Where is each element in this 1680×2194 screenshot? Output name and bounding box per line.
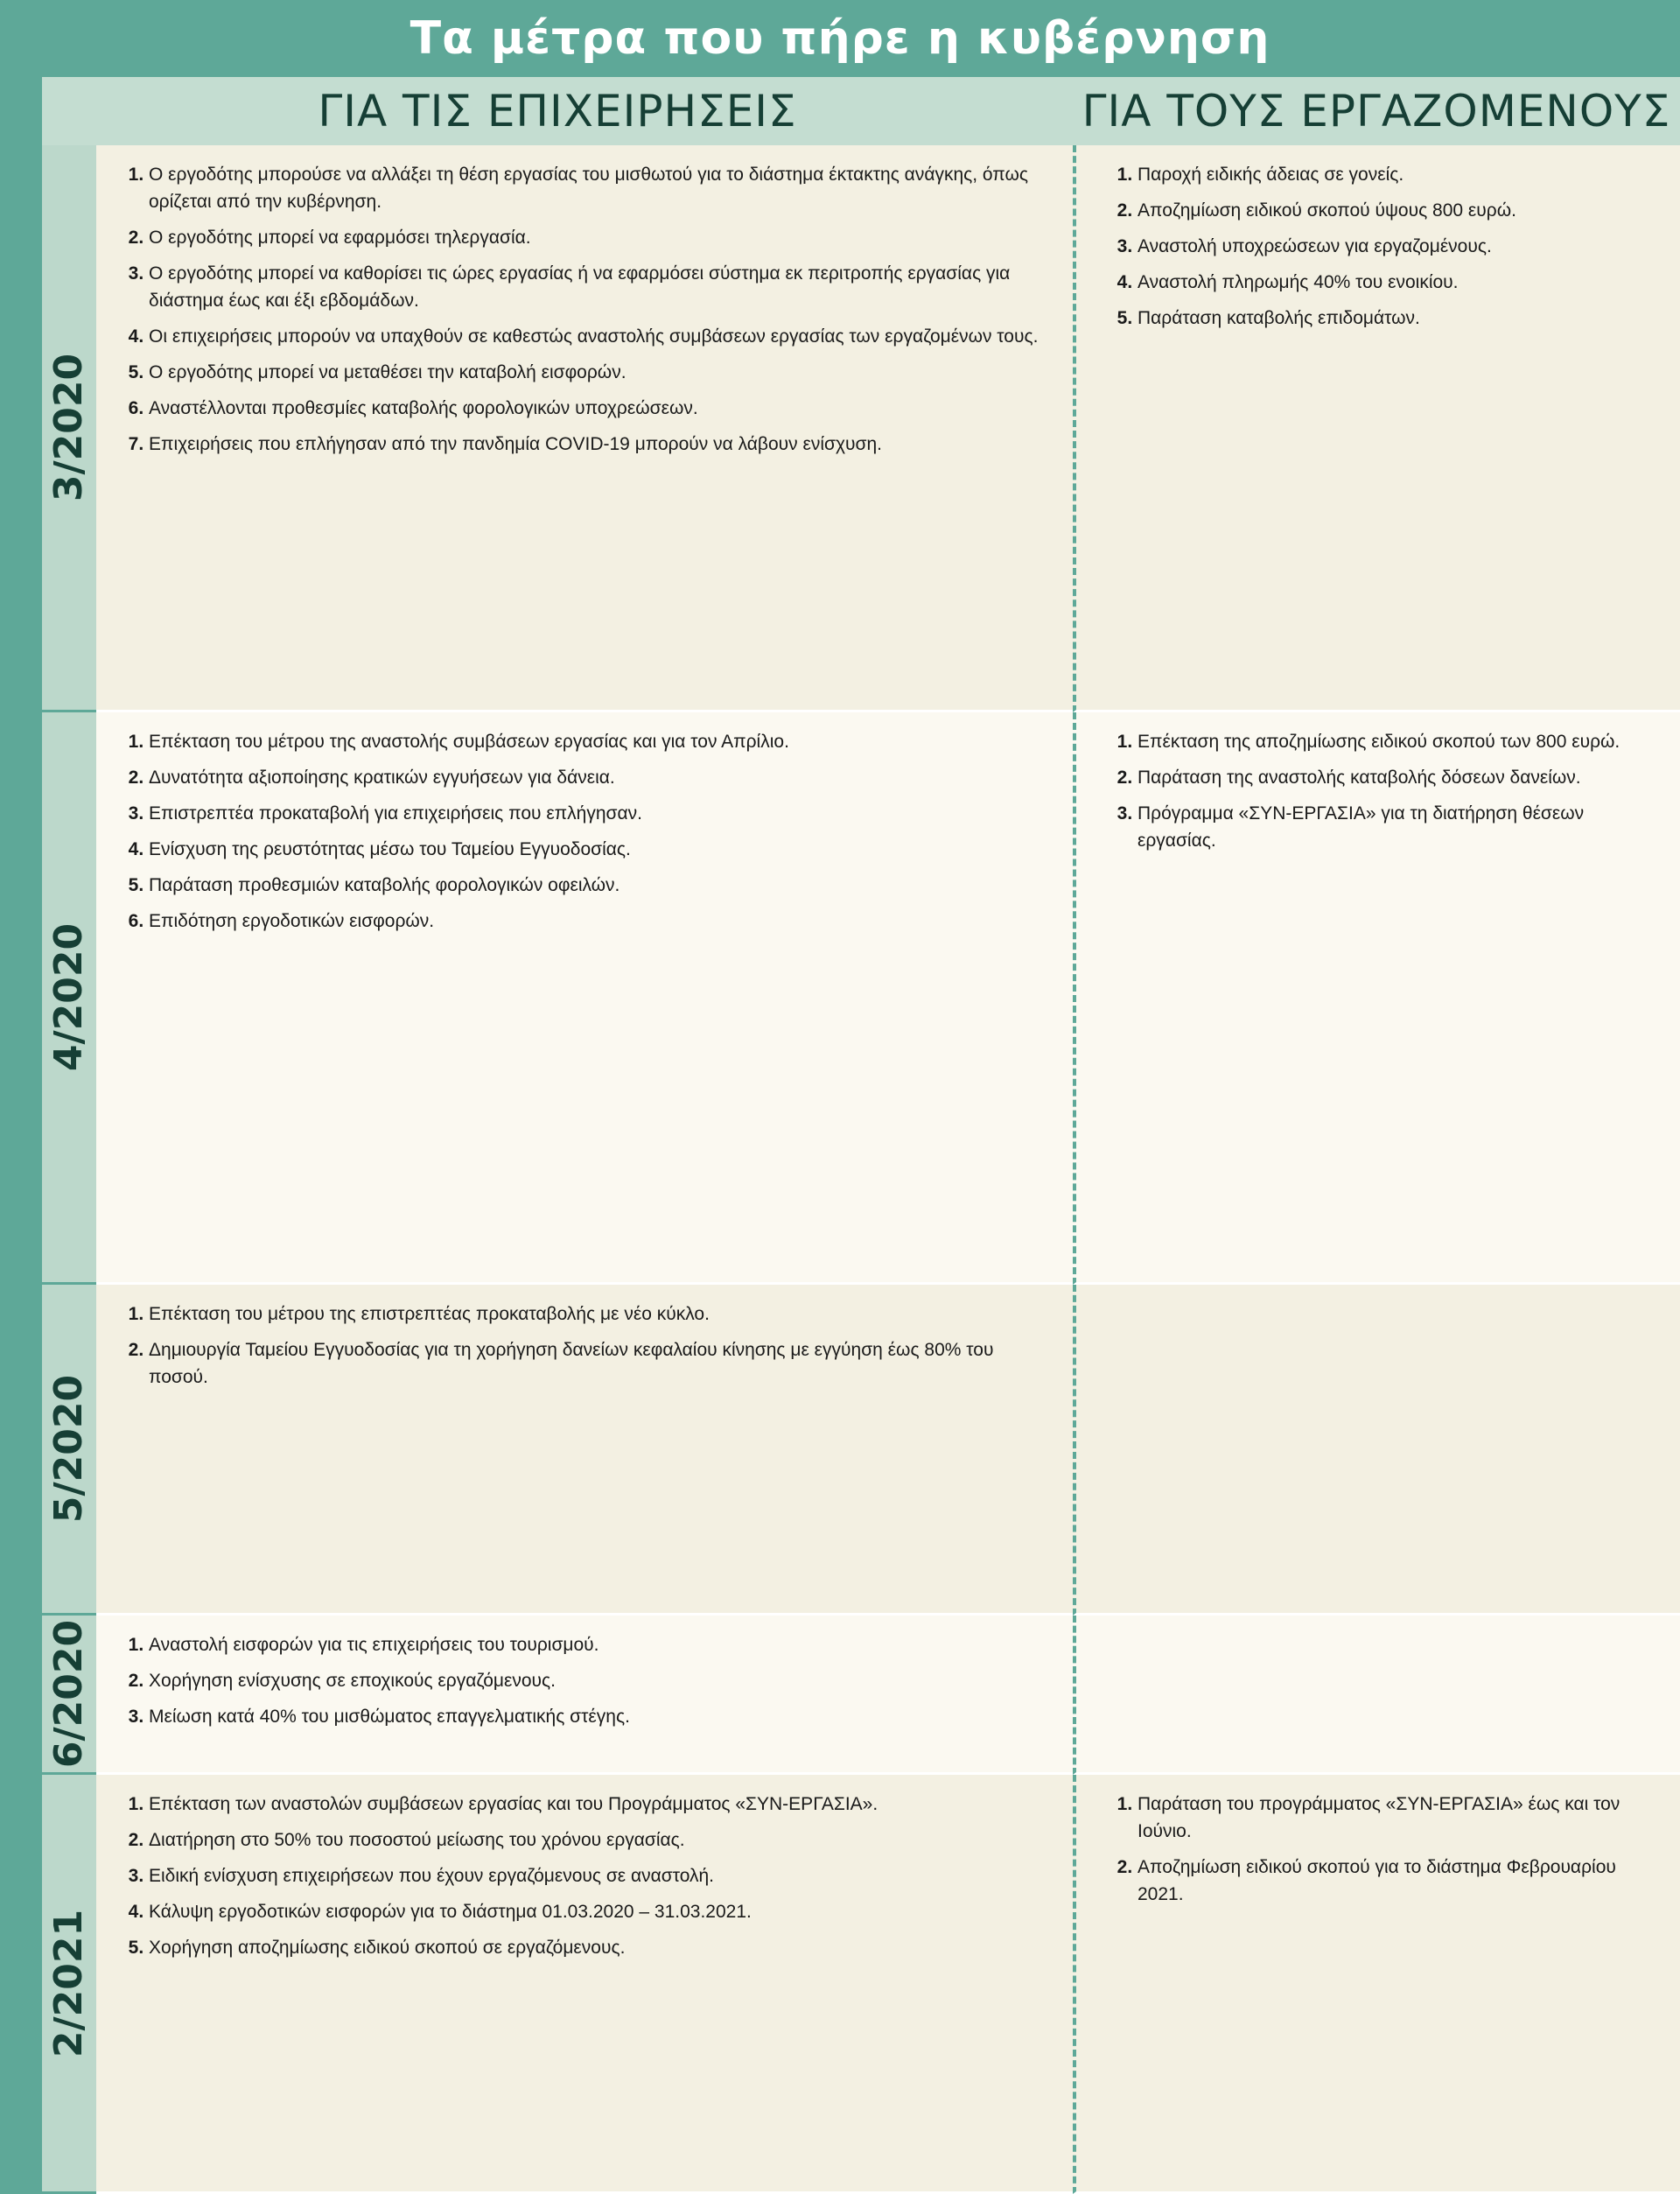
measure-item: 2. Ο εργοδότης μπορεί να εφαρμόσει τηλεργασία. [149, 224, 1050, 251]
measure-item: 1. Επέκταση του μέτρου της αναστολής συμβάσεων εργασίας και για τον Απρίλιο. [149, 728, 1050, 755]
measures-list [119, 161, 1050, 458]
period-label-text: 3/2020 [46, 353, 92, 502]
period-row [42, 1285, 1680, 1616]
measure-item: 5. Παράταση καταβολής επιδομάτων. [1138, 305, 1657, 332]
period-label-text: 4/2020 [46, 922, 92, 1072]
measures-list [1108, 161, 1657, 332]
measures-list [119, 728, 1050, 935]
measure-item: 2. Δημιουργία Ταμείου Εγγυοδοσίας για τη χορήγηση δανείων κεφαλαίου κίνησης με εγγύηση έως 80% του ποσού. [149, 1336, 1050, 1391]
measure-item: 5. Ο εργοδότης μπορεί να μεταθέσει την καταβολή εισφορών. [149, 359, 1050, 386]
period-label [42, 1616, 96, 1775]
measures-list [1108, 728, 1657, 854]
measure-item: 3. Ο εργοδότης μπορεί να καθορίσει τις ώρες εργασίας ή να εφαρμόσει σύστημα εκ περιτροπής εργασίας για διάστημα έως και έξι εβδομάδων. [149, 260, 1050, 314]
measure-item: 2. Διατήρηση στο 50% του ποσοστού μείωσης του χρόνου εργασίας. [149, 1826, 1050, 1854]
period-label [42, 712, 96, 1285]
measure-item: 3. Αναστολή υποχρεώσεων για εργαζομένους. [1138, 233, 1657, 260]
measure-item: 3. Μείωση κατά 40% του μισθώματος επαγγελματικής στέγης. [149, 1703, 1050, 1730]
workers-measures [1073, 145, 1680, 712]
measure-item: 5. Χορήγηση αποζημίωσης ειδικού σκοπού σε εργαζόμενους. [149, 1934, 1050, 1961]
period-label [42, 145, 96, 712]
measure-item: 6. Επιδότηση εργοδοτικών εισφορών. [149, 908, 1050, 935]
workers-measures [1073, 712, 1680, 1285]
period-row [42, 1775, 1680, 2194]
businesses-measures [96, 712, 1073, 1285]
measure-item: 4. Ενίσχυση της ρευστότητας μέσω του Ταμείου Εγγυοδοσίας. [149, 836, 1050, 863]
column-header-workers: ΓΙΑ ΤΟΥΣ ΕΡΓΑΖΟΜΕΝΟΥΣ [1073, 77, 1680, 145]
period-row [42, 145, 1680, 712]
measure-item: 1. Επέκταση των αναστολών συμβάσεων εργασίας και του Προγράμματος «ΣΥΝ-ΕΡΓΑΣΙΑ». [149, 1791, 1050, 1818]
period-label [42, 1775, 96, 2194]
period-row [42, 1616, 1680, 1775]
measure-item: 6. Αναστέλλονται προθεσμίες καταβολής φορολογικών υποχρεώσεων. [149, 395, 1050, 422]
period-label-text: 6/2020 [46, 1619, 92, 1769]
measure-item: 1. Παράταση του προγράμματος «ΣΥΝ-ΕΡΓΑΣΙΑ» έως και τον Ιούνιο. [1138, 1791, 1657, 1845]
measure-item: 4. Αναστολή πληρωμής 40% του ενοικίου. [1138, 269, 1657, 296]
column-header-businesses: ΓΙΑ ΤΙΣ ΕΠΙΧΕΙΡΗΣΕΙΣ [42, 77, 1073, 145]
workers-measures [1073, 1616, 1680, 1775]
measure-item: 4. Κάλυψη εργοδοτικών εισφορών για το διάστημα 01.03.2020 – 31.03.2021. [149, 1898, 1050, 1925]
measure-item: 2. Παράταση της αναστολής καταβολής δόσεων δανείων. [1138, 764, 1657, 791]
measure-item: 5. Παράταση προθεσμιών καταβολής φορολογικών οφειλών. [149, 872, 1050, 899]
measure-item: 2. Δυνατότητα αξιοποίησης κρατικών εγγυήσεων για δάνεια. [149, 764, 1050, 791]
businesses-measures [96, 1775, 1073, 2194]
measure-item: 2. Αποζημίωση ειδικού σκοπού για το διάστημα Φεβρουαρίου 2021. [1138, 1854, 1657, 1908]
measures-list [1108, 1791, 1657, 1908]
businesses-measures [96, 145, 1073, 712]
measure-item: 1. Παροχή ειδικής άδειας σε γονείς. [1138, 161, 1657, 188]
period-label-text: 2/2021 [46, 1909, 92, 2057]
measure-item: 1. Επέκταση του μέτρου της επιστρεπτέας προκαταβολής με νέο κύκλο. [149, 1300, 1050, 1328]
period-row [42, 712, 1680, 1285]
measure-item: 3. Πρόγραμμα «ΣΥΝ-ΕΡΓΑΣΙΑ» για τη διατήρηση θέσεων εργασίας. [1138, 800, 1657, 854]
workers-measures [1073, 1285, 1680, 1616]
measure-item: 4. Οι επιχειρήσεις μπορούν να υπαχθούν σε καθεστώς αναστολής συμβάσεων εργασίας των εργαζομένων τους. [149, 323, 1050, 350]
businesses-measures [96, 1616, 1073, 1775]
period-label-text: 5/2020 [46, 1374, 92, 1524]
measure-item: 7. Επιχειρήσεις που επλήγησαν από την πανδημία COVID-19 μπορούν να λάβουν ενίσχυση. [149, 431, 1050, 458]
measures-list [119, 1791, 1050, 1961]
measures-list [119, 1631, 1050, 1730]
measure-item: 3. Επιστρεπτέα προκαταβολή για επιχειρήσεις που επλήγησαν. [149, 800, 1050, 827]
measures-list [119, 1300, 1050, 1391]
measure-item: 1. Αναστολή εισφορών για τις επιχειρήσεις του τουρισμού. [149, 1631, 1050, 1658]
measure-item: 3. Ειδική ενίσχυση επιχειρήσεων που έχουν εργαζόμενους σε αναστολή. [149, 1862, 1050, 1889]
businesses-measures [96, 1285, 1073, 1616]
period-label [42, 1285, 96, 1616]
page-title: Τα μέτρα που πήρε η κυβέρνηση [410, 12, 1270, 65]
measure-item: 1. Ο εργοδότης μπορούσε να αλλάξει τη θέση εργασίας του μισθωτού για το διάστημα έκτακτης ανάγκης, όπως ορίζεται από την κυβέρνηση. [149, 161, 1050, 215]
measure-item: 1. Επέκταση της αποζημίωσης ειδικού σκοπού των 800 ευρώ. [1138, 728, 1657, 755]
measure-item: 2. Αποζημίωση ειδικού σκοπού ύψους 800 ευρώ. [1138, 197, 1657, 224]
measure-item: 2. Χορήγηση ενίσχυσης σε εποχικούς εργαζόμενους. [149, 1667, 1050, 1694]
workers-measures [1073, 1775, 1680, 2194]
